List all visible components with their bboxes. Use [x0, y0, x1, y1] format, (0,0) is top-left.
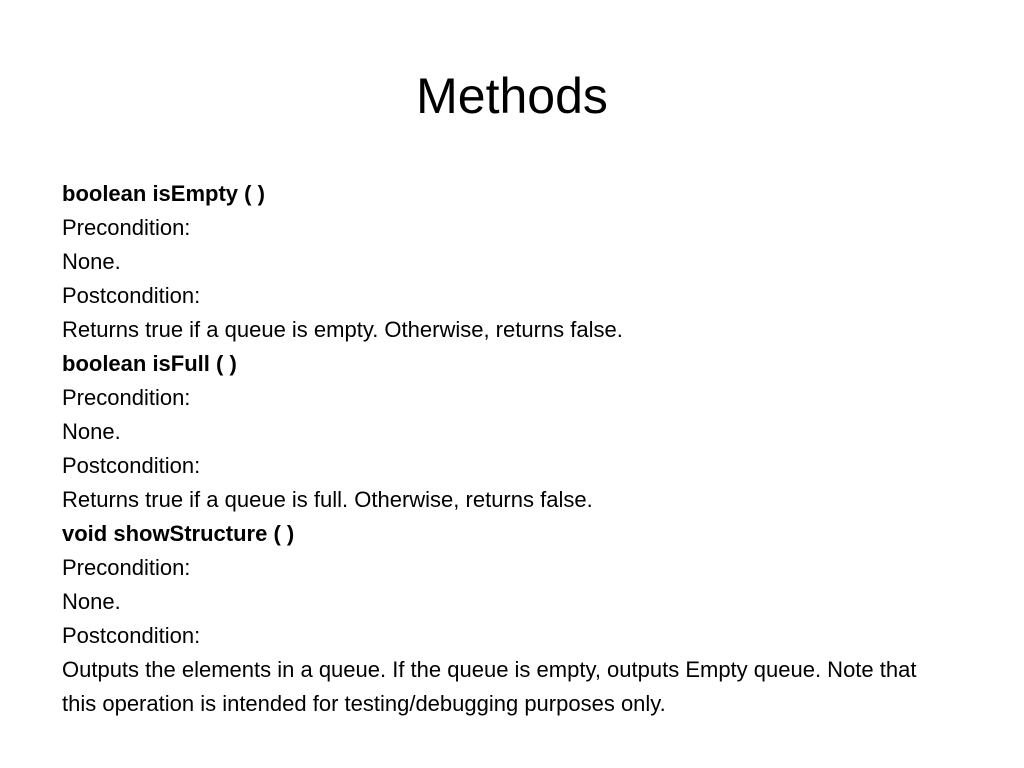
precondition-label: Precondition:	[62, 555, 191, 580]
method-signature-isempty: boolean isEmpty ( )	[62, 181, 265, 206]
postcondition-text: Returns true if a queue is full. Otherwise, returns false.	[62, 487, 593, 512]
precondition-label: Precondition:	[62, 215, 191, 240]
postcondition-text: Returns true if a queue is empty. Otherwise, returns false.	[62, 317, 623, 342]
method-signature-isfull: boolean isFull ( )	[62, 351, 237, 376]
slide-title: Methods	[416, 68, 608, 124]
precondition-label: Precondition:	[62, 385, 191, 410]
precondition-text: None.	[62, 589, 121, 614]
postcondition-label: Postcondition:	[62, 623, 201, 648]
precondition-text: None.	[62, 419, 121, 444]
slide-body	[62, 181, 942, 725]
postcondition-label: Postcondition:	[62, 283, 201, 308]
precondition-text: None.	[62, 249, 121, 274]
method-signature-showstructure: void showStructure ( )	[62, 521, 295, 546]
postcondition-text: Outputs the elements in a queue. If the queue is empty, outputs Empty queue. Note that	[62, 657, 917, 682]
postcondition-label: Postcondition:	[62, 453, 201, 478]
postcondition-text-continued: this operation is intended for testing/debugging purposes only.	[62, 691, 666, 716]
